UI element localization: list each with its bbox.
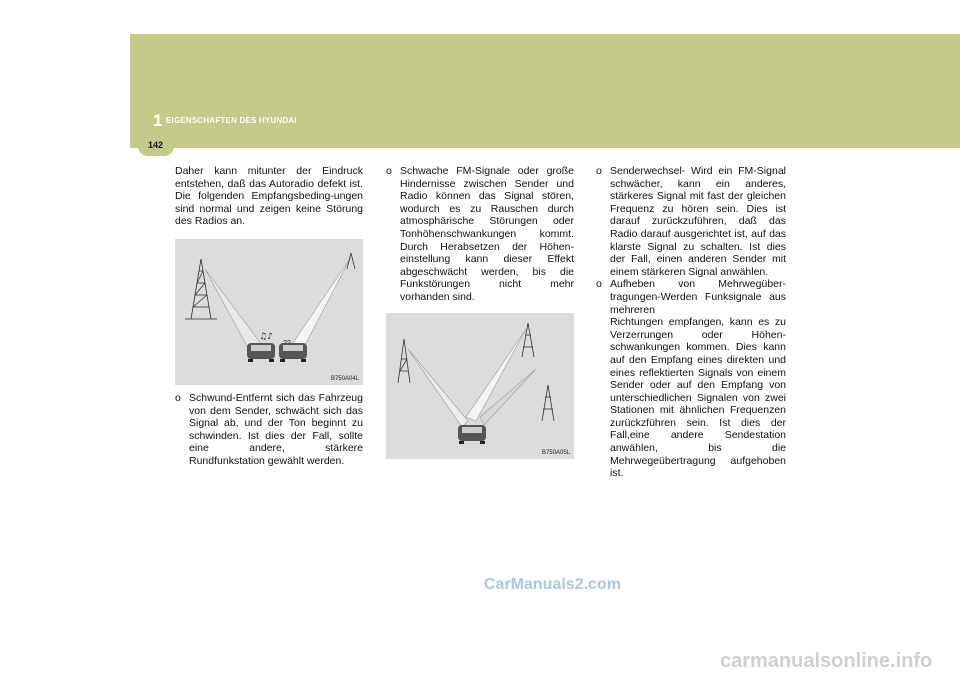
bullet-text: Schwund-Entfernt sich das Fahrzeug von dem Sender, schwächt sich das Signal ab, und der Ton beginnt zu schwinden. Ist dies der Fall, sollte eine andere, stärkere Rundfunkstation gewählt werden. bbox=[189, 392, 363, 467]
bullet-text-continued: Richtungen empfangen, kann es zu Verzerrungen oder Höhen-schwankungen kommen. Dies kann auf den Empfang eines direkten und eines reflektierten Signals von einem Sender oder auf den Empfang von unterschiedlichen Signalen von zwei Stationen mit ähnlichen Frequenzen zurückzführen sein. Ist dies der Fall,eine andere Sendestation anwählen, bis die Mehrwegeübertragung aufgehoben ist. bbox=[610, 316, 786, 480]
multipath-illustration bbox=[386, 313, 574, 459]
figure-label: ?? bbox=[283, 340, 291, 347]
bullet-multipath bbox=[596, 278, 786, 480]
figure-code: B750A05L bbox=[541, 450, 570, 456]
column-1-bullet bbox=[175, 392, 363, 468]
car-icon bbox=[247, 343, 275, 362]
radio-tower-icon bbox=[542, 385, 554, 421]
header-band bbox=[130, 34, 960, 148]
chapter-title: EIGENSCHAFTEN DES HYUNDAI bbox=[166, 116, 297, 125]
intro-paragraph: Daher kann mitunter der Eindruck entstehen, daß das Autoradio defekt ist. Die folgenden Empfangsbeding-ungen sind normal und zeigen keine Störung des Radios an. bbox=[175, 165, 363, 228]
fading-signal-illustration bbox=[175, 239, 363, 385]
radio-tower-icon bbox=[185, 259, 217, 319]
bullet-text: Schwache FM-Signale oder große Hindernisse zwischen Sender und Radio können das Signal stören, wodurch es zu Rauschen durch atmosphärische Störungen oder Tonhöhenschwankungen kommt. Durch Herabsetzen der Höhen-einstellung kann dieser Effekt abgeschwächt werden, bis die Funkstörungen nicht mehr vorhanden sind. bbox=[400, 165, 574, 303]
bullet-mark: o bbox=[596, 165, 602, 177]
column-3 bbox=[596, 165, 786, 480]
watermark-carmanuals2[interactable]: CarManuals2.com bbox=[484, 576, 621, 593]
figure-fading-signal bbox=[175, 239, 363, 385]
figure-code: B750A04L bbox=[330, 376, 359, 382]
bullet-text: Senderwechsel- Wird ein FM-Signal schwächer, kann ein anderes, stärkeres Signal mit fast der gleichen Frequenz zu hören sein. Dies ist darauf zurückzuführen, daß das Radio darauf ausgerichtet ist, auf das klarste Signal zu schalten. Ist dies der Fall, einen anderen Sender mit einem stärkeren Signal anwählen. bbox=[610, 165, 786, 278]
bullet-fading bbox=[175, 392, 363, 468]
chapter-number: 1 bbox=[153, 111, 163, 130]
column-2 bbox=[386, 165, 574, 304]
car-icon bbox=[458, 425, 486, 444]
figure-multipath bbox=[386, 313, 574, 459]
watermark-carmanualsonline: carmanualsonline.info bbox=[720, 650, 933, 672]
radio-tower-icon bbox=[522, 323, 534, 357]
bullet-mark: o bbox=[175, 392, 181, 404]
column-1 bbox=[175, 165, 363, 228]
page-number: 142 bbox=[148, 140, 164, 150]
bullet-text: Aufheben von Mehrwegüber-tragungen-Werden Funksignale aus mehreren bbox=[610, 278, 786, 316]
radio-tower-icon bbox=[398, 339, 410, 383]
bullet-weak-signals bbox=[386, 165, 574, 304]
bullet-station-change bbox=[596, 165, 786, 278]
bullet-mark: o bbox=[596, 278, 602, 291]
music-note-icon: ♫♪ bbox=[259, 332, 273, 342]
bullet-mark: o bbox=[386, 165, 392, 177]
